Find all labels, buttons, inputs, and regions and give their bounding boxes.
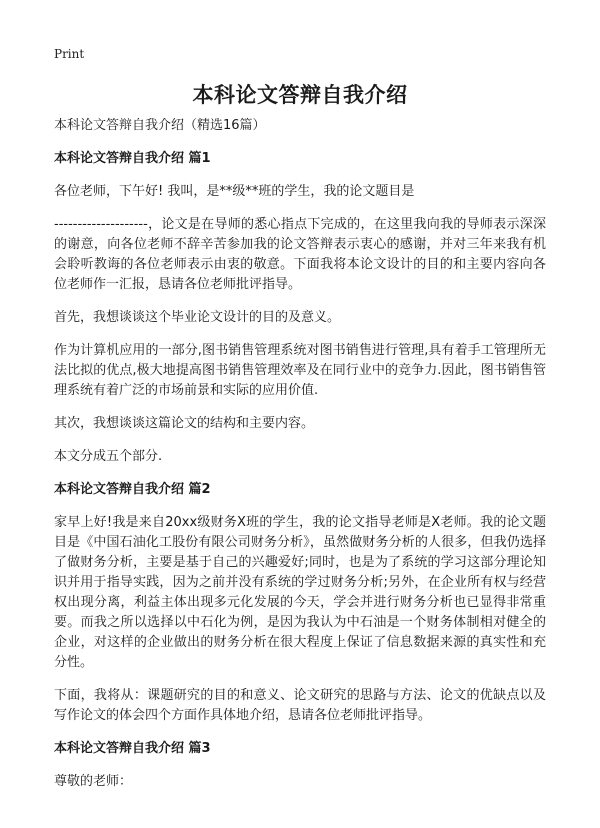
section-heading-2: 本科论文答辩自我介绍 篇2 xyxy=(54,482,211,497)
paragraph: 首先，我想谈谈这个毕业论文设计的目的及意义。 xyxy=(54,310,341,325)
page-title: 本科论文答辩自我介绍 xyxy=(192,83,408,107)
section-heading-1: 本科论文答辩自我介绍 篇1 xyxy=(54,151,211,166)
paragraph: 作为计算机应用的一部分,图书销售管理系统对图书销售进行管理,具有着手工管理所无法比拟的优点,极大地提高图书销售管理效率及在同行业中的竞争力.因此，图书销售管理系统有着广泛的市场前景和实际的应用价值. xyxy=(54,343,546,398)
paragraph: 下面，我将从：课题研究的目的和意义、论文研究的思路与方法、论文的优缺点以及写作论文的体会四个方面作具体地介绍，恳请各位老师批评指导。 xyxy=(54,688,546,723)
paragraph: 家早上好!我是来自20xx级财务X班的学生，我的论文指导老师是X老师。我的论文题目是《中国石油化工股份有限公司财务分析》，虽然做财务分析的人很多，但我仍选择了做财务分析，主要是基于自己的兴趣爱好;同时，也是为了系统的学习这部分理论知识并用于指导实践，因为之前并没有系统的学过财务分析;另外，在企业所有权与经营权出现分离，利益主体出现多元化发展的今天，学会并进行财务分析也已显得非常重要。而我之所以选择以中石化为例，是因为我认为中石油是一个财务体制相对健全的企业，对这样的企业做出的财务分析在很大程度上保证了信息数据来源的真实性和充分性。 xyxy=(54,515,546,670)
document-subtitle: 本科论文答辩自我介绍（精选16篇） xyxy=(54,118,266,133)
section-heading-3: 本科论文答辩自我介绍 篇3 xyxy=(54,741,211,756)
print-link[interactable]: Print xyxy=(54,47,85,61)
document-body xyxy=(54,116,546,805)
paragraph: 本文分成五个部分. xyxy=(54,449,163,464)
paragraph: 其次，我想谈谈这篇论文的结构和主要内容。 xyxy=(54,416,315,431)
paragraph: 各位老师，下午好! 我叫，是**级**班的学生，我的论文题目是 xyxy=(54,184,415,199)
paragraph: 尊敬的老师： xyxy=(54,774,133,789)
paragraph: --------------------，论文是在导师的悉心指点下完成的，在这里我向我的导师表示深深的谢意，向各位老师不辞辛苦参加我的论文答辩表示衷心的感谢，并对三年来我有机会聆听教诲的各位老师表示由衷的敬意。下面我将本论文设计的目的和主要内容向各位老师作一汇报，恳请各位老师批评指导。 xyxy=(54,217,546,292)
